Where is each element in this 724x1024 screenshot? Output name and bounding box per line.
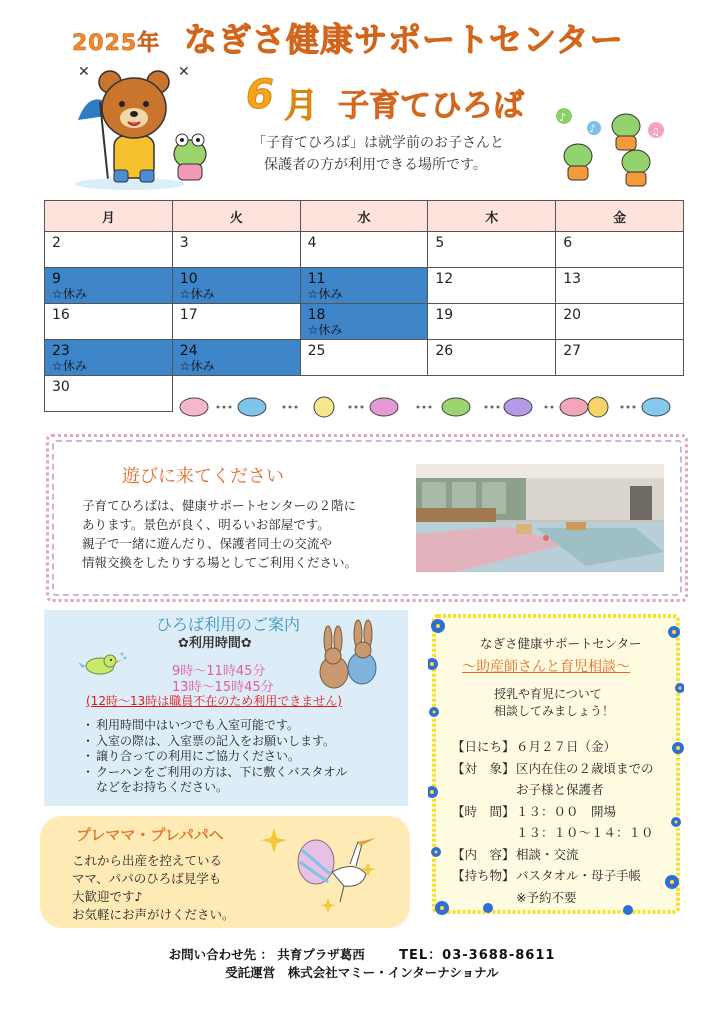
play-section-title: 遊びに来てください	[122, 466, 284, 487]
play-line: あります。景色が良く、明るいお部屋です。	[82, 517, 330, 532]
midwife-org-name: なぎさ健康サポートセンター	[480, 636, 642, 651]
detail-value: 区内在住の２歳頃までの	[516, 760, 654, 776]
day-number: 2	[52, 235, 61, 251]
calendar-day-closed	[172, 268, 300, 304]
day-number: 20	[563, 307, 582, 323]
rabbits-illustration	[312, 618, 386, 694]
calendar-week-row	[45, 232, 684, 268]
calendar-body	[45, 232, 684, 412]
detail-value: １３：００ 開場	[516, 803, 617, 819]
usage-warning: (12時～13時は職員不在のため利用できません)	[86, 694, 342, 708]
singing-frogs-illustration	[552, 100, 672, 192]
usage-time-morning: 9時～11時45分	[172, 664, 266, 679]
calendar-day	[428, 268, 556, 304]
detail-label	[452, 779, 516, 801]
day-number: 18	[307, 307, 326, 323]
prenatal-line: お気軽にお声がけください。	[72, 907, 235, 922]
detail-label	[452, 887, 516, 909]
detail-value: ６月２７日（金）	[516, 739, 617, 754]
calendar-day-closed	[45, 268, 173, 304]
svg-text:♪: ♪	[589, 124, 596, 135]
svg-text:♫: ♫	[651, 127, 660, 138]
month-number: 6	[246, 72, 274, 118]
midwife-detail-row	[452, 758, 684, 780]
prenatal-section-body	[72, 852, 272, 924]
closed-note: ☆休み	[52, 359, 87, 373]
calendar-day-closed	[172, 340, 300, 376]
year-label: 2025年	[72, 31, 161, 56]
midwife-details	[452, 736, 684, 908]
intro-line: 保護者の方が利用できる場所です。	[264, 157, 487, 173]
detail-label: 【時 間】	[452, 803, 515, 819]
midwife-section-title: ～助産師さんと育児相談～	[462, 659, 630, 675]
day-number: 27	[563, 343, 582, 359]
svg-text:♪: ♪	[559, 111, 567, 124]
midwife-desc-line: 授乳や育児について	[494, 687, 602, 701]
weekday-header: 火	[172, 201, 300, 232]
day-number: 5	[435, 235, 445, 251]
play-section-body	[82, 496, 392, 572]
frog-icon	[174, 134, 206, 180]
weekday-header-row	[45, 201, 684, 232]
weekday-header: 水	[300, 201, 428, 232]
usage-time-afternoon: 13時～15時45分	[172, 680, 274, 695]
midwife-detail-row	[452, 801, 684, 823]
calendar-day	[556, 304, 684, 340]
calendar-week-row	[45, 304, 684, 340]
detail-value: ※予約不要	[516, 889, 577, 905]
day-number: 30	[52, 379, 70, 395]
calendar-day	[172, 304, 300, 340]
midwife-desc-line: 相談してみましょう！	[494, 704, 615, 718]
calendar-day-closed	[300, 304, 428, 340]
midwife-detail-row	[452, 736, 684, 758]
closed-note: ☆休み	[179, 287, 215, 301]
calendar-day	[45, 232, 173, 268]
month-unit: 月	[284, 86, 318, 126]
day-number: 16	[52, 307, 70, 323]
detail-value: 相談・交流	[516, 846, 579, 862]
usage-rule-item: ・ 譲り合っての利用にご協力ください。	[82, 749, 400, 765]
play-line: 子育てひろばは、健康サポートセンターの２階に	[82, 498, 357, 513]
calendar-day	[556, 340, 684, 376]
room-photo	[416, 464, 664, 572]
footer-operator: 受託運営 株式会社マミー・インターナショナル	[225, 965, 499, 980]
day-number: 10	[179, 271, 198, 287]
detail-label	[452, 822, 516, 844]
footer	[0, 946, 724, 981]
day-number: 25	[307, 343, 326, 359]
prenatal-section-title: プレママ・プレパパへ	[76, 826, 224, 844]
intro-text	[252, 132, 552, 176]
day-number: 13	[563, 271, 582, 287]
usage-section-title: ひろば利用のご案内	[156, 615, 301, 634]
svg-text:✕: ✕	[78, 64, 90, 80]
bear-illustration	[70, 62, 210, 192]
stork-baby-illustration	[258, 822, 382, 918]
usage-rule-item: ・ 利用時間中はいつでも入室可能です。	[82, 718, 400, 734]
center-name-title: なぎさ健康サポートセンター	[184, 20, 624, 59]
midwife-detail-row	[452, 822, 684, 844]
candy-decoration-row	[174, 392, 684, 422]
day-number: 17	[179, 307, 198, 323]
calendar-week-row	[45, 268, 684, 304]
closed-note: ☆休み	[307, 323, 343, 337]
weekday-header: 木	[428, 201, 556, 232]
day-number: 9	[52, 271, 61, 287]
detail-label: 【日にち】	[452, 739, 515, 754]
day-number: 19	[435, 307, 454, 323]
program-name-title: 子育てひろば	[338, 88, 524, 124]
calendar-table	[44, 200, 684, 412]
day-number: 6	[563, 235, 573, 251]
calendar-day	[428, 232, 556, 268]
detail-label: 【持ち物】	[452, 868, 515, 883]
midwife-detail-row	[452, 844, 684, 866]
closed-note: ☆休み	[52, 287, 87, 301]
detail-value: バスタオル・母子手帳	[516, 868, 642, 883]
prenatal-line: ママ、パパのひろば見学も	[72, 871, 222, 886]
midwife-detail-row	[452, 887, 684, 909]
calendar-day	[428, 340, 556, 376]
day-number: 23	[52, 343, 70, 359]
calendar-day	[556, 232, 684, 268]
day-number: 3	[179, 235, 189, 251]
usage-time-label: ✿利用時間✿	[178, 636, 252, 651]
footer-tel: TEL：03-3688-8611	[399, 948, 556, 963]
usage-rules-list	[82, 718, 400, 796]
closed-note: ☆休み	[179, 359, 215, 373]
weekday-header: 月	[45, 201, 173, 232]
calendar-day	[172, 232, 300, 268]
footer-contact-row	[0, 946, 724, 964]
detail-label: 【対 象】	[452, 760, 515, 776]
closed-note: ☆休み	[307, 287, 343, 301]
calendar-day	[428, 304, 556, 340]
midwife-description	[494, 686, 654, 720]
day-number: 26	[435, 343, 454, 359]
day-number: 24	[179, 343, 198, 359]
midwife-detail-row	[452, 779, 684, 801]
calendar-day	[300, 232, 428, 268]
calendar-day	[45, 376, 173, 412]
weekday-header: 金	[556, 201, 684, 232]
calendar-day	[45, 304, 173, 340]
intro-line: 「子育てひろば」は就学前のお子さんと	[252, 135, 504, 151]
footer-contact: お問い合わせ先 ： 共育プラザ葛西	[168, 947, 365, 962]
detail-value: お子様と保護者	[516, 782, 604, 797]
day-number: 12	[435, 271, 454, 287]
usage-rule-item: などをお持ちください。	[96, 780, 229, 794]
prenatal-line: これから出産を控えている	[72, 853, 223, 868]
detail-value: １３：１０～１４：１０	[516, 825, 654, 840]
calendar-week-row	[45, 340, 684, 376]
bird-icon	[78, 648, 128, 678]
day-number: 4	[307, 235, 317, 251]
svg-text:✕: ✕	[178, 64, 190, 80]
play-line: 親子で一緒に遊んだり、保護者同士の交流や	[82, 536, 333, 551]
calendar-day-closed	[300, 268, 428, 304]
calendar-day	[556, 268, 684, 304]
detail-label: 【内 容】	[452, 846, 515, 862]
play-line: 情報交換をしたりする場としてご利用ください。	[82, 555, 358, 570]
midwife-detail-row	[452, 865, 684, 887]
calendar-day	[300, 340, 428, 376]
calendar-day-closed	[45, 340, 173, 376]
usage-rule-item: ・ 入室の際は、入室票の記入をお願いします。	[82, 734, 400, 750]
usage-rule-item: ・ クーハンをご利用の方は、下に敷くバスタオル	[82, 765, 400, 781]
day-number: 11	[307, 271, 326, 287]
prenatal-line: 大歓迎です♪	[72, 889, 143, 904]
